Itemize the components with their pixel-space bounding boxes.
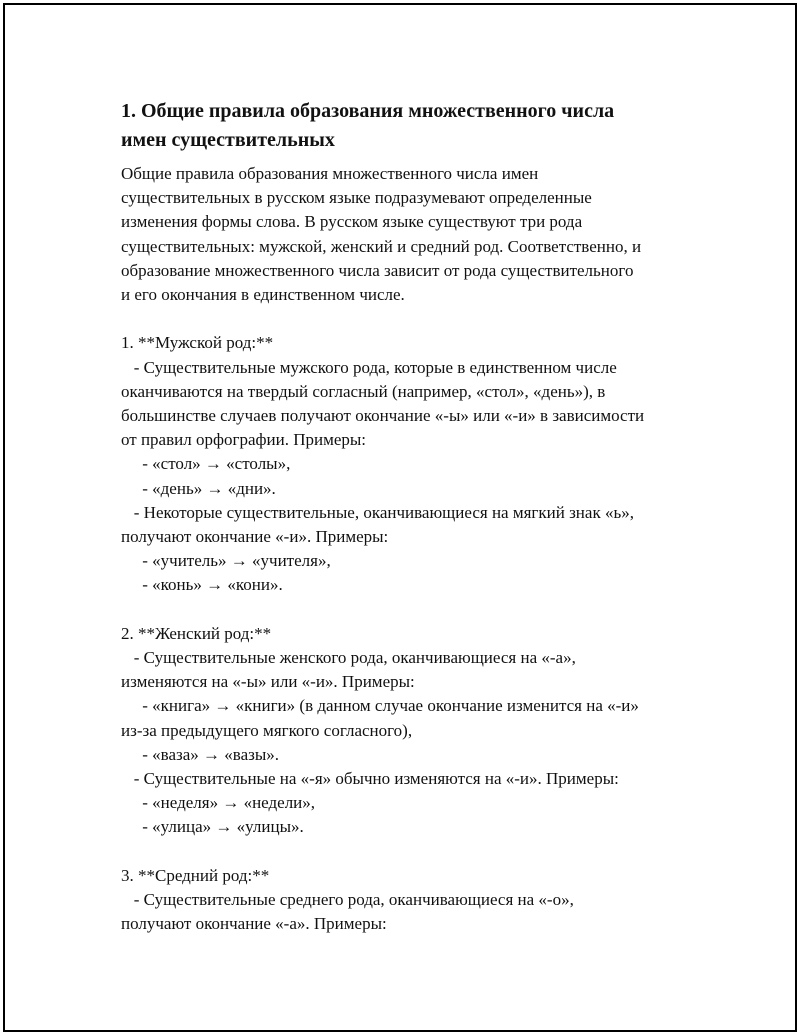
paragraph-gap bbox=[121, 840, 721, 864]
text-line: - Существительные мужского рода, которые в единственном числе bbox=[121, 357, 617, 377]
text-line: образование множественного числа зависит от рода существительного bbox=[121, 260, 634, 280]
text-line: изменения формы слова. В русском языке существуют три рода bbox=[121, 212, 583, 232]
intro-paragraph bbox=[121, 162, 721, 307]
example-line: - «улица» → «улицы». bbox=[121, 817, 304, 837]
heading-line-2: имен существительных bbox=[121, 129, 335, 151]
example-line: - «неделя» → «недели», bbox=[121, 793, 316, 813]
neuter-section bbox=[121, 864, 721, 937]
text-line: существительных в русском языке подразумевают определенные bbox=[121, 188, 592, 208]
example-line: - «конь» → «кони». bbox=[121, 575, 283, 595]
example-line: - «день» → «дни». bbox=[121, 478, 276, 498]
example-line: - «ваза» → «вазы». bbox=[121, 744, 280, 764]
text-line: Общие правила образования множественного числа имен bbox=[121, 164, 539, 183]
text-line: изменяются на «-ы» или «-и». Примеры: bbox=[121, 672, 415, 692]
heading-line-1: 1. Общие правила образования множественного числа bbox=[121, 100, 615, 122]
paragraph-gap bbox=[121, 307, 721, 331]
text-line: получают окончание «-и». Примеры: bbox=[121, 527, 389, 547]
text-line: большинстве случаев получают окончание «-ы» или «-и» в зависимости bbox=[121, 406, 645, 426]
section-title: 2. **Женский род:** bbox=[121, 623, 272, 643]
text-line: и его окончания в единственном числе. bbox=[121, 285, 405, 305]
masculine-section bbox=[121, 331, 721, 597]
text-line: оканчиваются на твердый согласный (например, «стол», «день»), в bbox=[121, 381, 606, 401]
text-line: - Существительные женского рода, оканчивающиеся на «-а», bbox=[121, 648, 576, 668]
text-line: получают окончание «-а». Примеры: bbox=[121, 914, 387, 934]
text-line: - Некоторые существительные, оканчивающиеся на мягкий знак «ь», bbox=[121, 502, 634, 522]
section-title: 3. **Средний род:** bbox=[121, 865, 270, 885]
feminine-section bbox=[121, 622, 721, 840]
text-line: от правил орфографии. Примеры: bbox=[121, 430, 367, 450]
document-page bbox=[3, 3, 797, 1032]
text-line: - Существительные среднего рода, оканчивающиеся на «-о», bbox=[121, 890, 574, 910]
example-line: - «книга» → «книги» (в данном случае окончание изменится на «-и» bbox=[121, 696, 639, 716]
text-line: существительных: мужской, женский и средний род. Соответственно, и bbox=[121, 236, 642, 256]
section-title: 1. **Мужской род:** bbox=[121, 333, 274, 353]
text-line: из-за предыдущего мягкого согласного), bbox=[121, 720, 413, 740]
text-line: - Существительные на «-я» обычно изменяются на «-и». Примеры: bbox=[121, 769, 619, 789]
section-heading bbox=[121, 97, 721, 155]
paragraph-gap bbox=[121, 598, 721, 622]
example-line: - «учитель» → «учителя», bbox=[121, 551, 331, 571]
document-content bbox=[121, 97, 721, 936]
example-line: - «стол» → «столы», bbox=[121, 454, 291, 474]
